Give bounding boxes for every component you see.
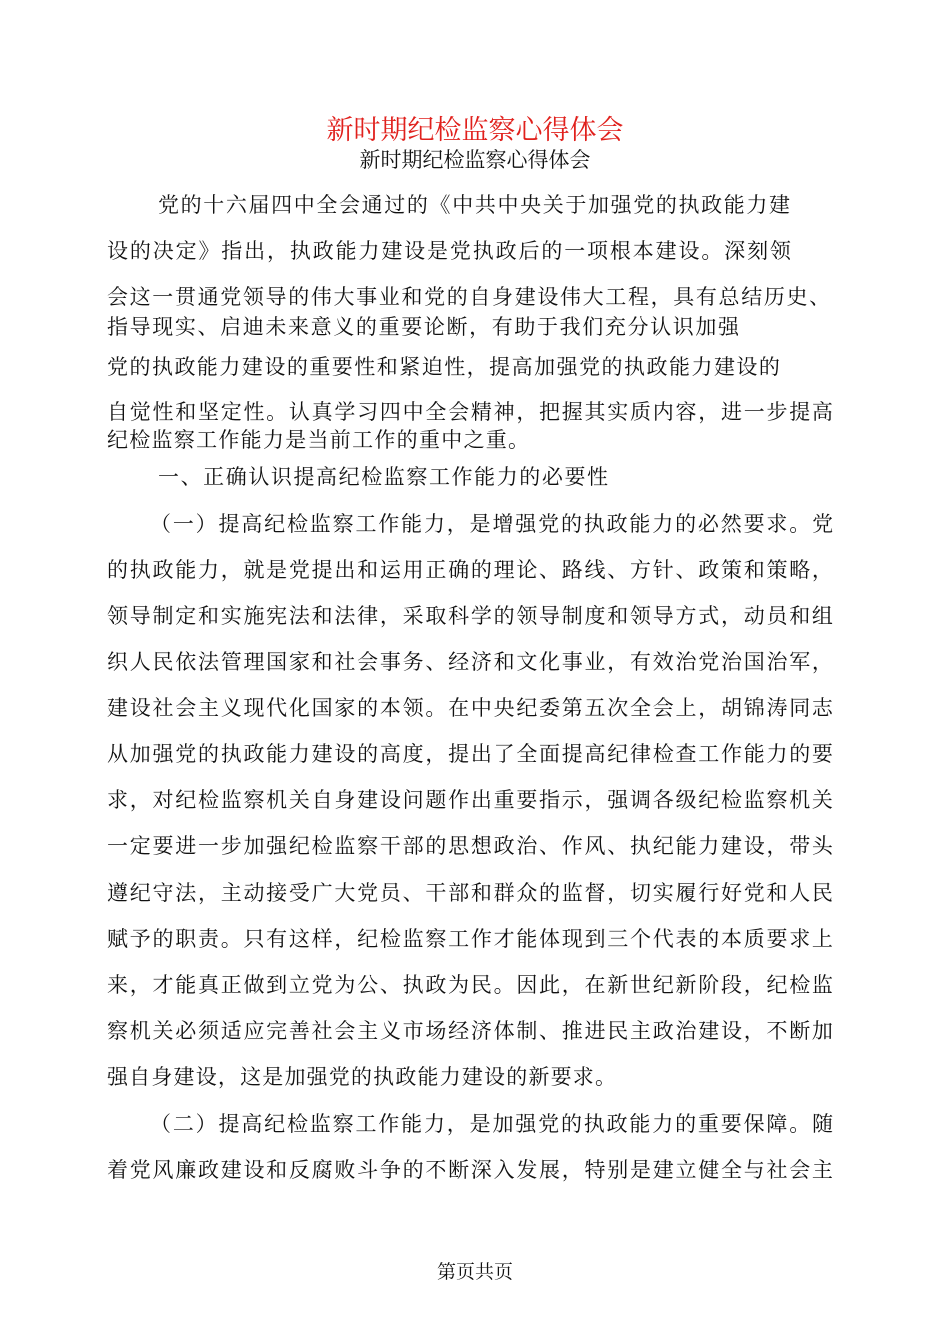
body-line: （二）提高纪检监察工作能力，是加强党的执政能力的重要保障。随 [150, 1112, 835, 1136]
body-line: 求，对纪检监察机关自身建设问题作出重要指示，强调各级纪检监察机关 [107, 788, 835, 812]
body-line: 从加强党的执政能力建设的高度，提出了全面提高纪律检查工作能力的要 [107, 742, 835, 766]
body-line: 党的十六届四中全会通过的《中共中央关于加强党的执政能力建 [158, 193, 792, 217]
body-line: 指导现实、启迪未来意义的重要论断，有助于我们充分认识加强 [107, 315, 741, 339]
body-line: （一）提高纪检监察工作能力，是增强党的执政能力的必然要求。党 [150, 512, 835, 536]
body-line: 领导制定和实施宪法和法律，采取科学的领导制度和领导方式，动员和组 [107, 604, 835, 628]
document-title: 新时期纪检监察心得体会 [326, 115, 624, 146]
body-line: 强自身建设，这是加强党的执政能力建设的新要求。 [107, 1065, 618, 1089]
document-subtitle: 新时期纪检监察心得体会 [359, 148, 591, 172]
body-line: 建设社会主义现代化国家的本领。在中央纪委第五次全会上，胡锦涛同志 [107, 696, 835, 720]
body-line: 着党风廉政建设和反腐败斗争的不断深入发展，特别是建立健全与社会主 [107, 1158, 835, 1182]
body-line: 赋予的职责。只有这样，纪检监察工作才能体现到三个代表的本质要求上 [107, 927, 835, 951]
body-line: 察机关必须适应完善社会主义市场经济体制、推进民主政治建设，不断加 [107, 1019, 835, 1043]
body-line: 来，才能真正做到立党为公、执政为民。因此，在新世纪新阶段，纪检监 [107, 973, 835, 997]
body-line: 的执政能力，就是党提出和运用正确的理论、路线、方针、政策和策略， [107, 558, 835, 582]
body-line: 会这一贯通党领导的伟大事业和党的自身建设伟大工程，具有总结历史、 [107, 285, 832, 309]
body-line: 纪检监察工作能力是当前工作的重中之重。 [107, 428, 531, 452]
section-heading: 一、正确认识提高纪检监察工作能力的必要性 [158, 465, 610, 489]
body-line: 党的执政能力建设的重要性和紧迫性，提高加强党的执政能力建设的 [107, 355, 782, 379]
page-footer: 第页共页 [436, 1261, 513, 1283]
body-line: 遵纪守法，主动接受广大党员、干部和群众的监督，切实履行好党和人民 [107, 881, 835, 905]
body-line: 设的决定》指出，执政能力建设是党执政后的一项根本建设。深刻领 [107, 239, 793, 263]
body-line: 自觉性和坚定性。认真学习四中全会精神，把握其实质内容，进一步提高 [107, 400, 835, 424]
body-line: 织人民依法管理国家和社会事务、经济和文化事业，有效治党治国治军， [107, 650, 835, 674]
body-line: 一定要进一步加强纪检监察干部的思想政治、作风、执纪能力建设，带头 [107, 834, 835, 858]
